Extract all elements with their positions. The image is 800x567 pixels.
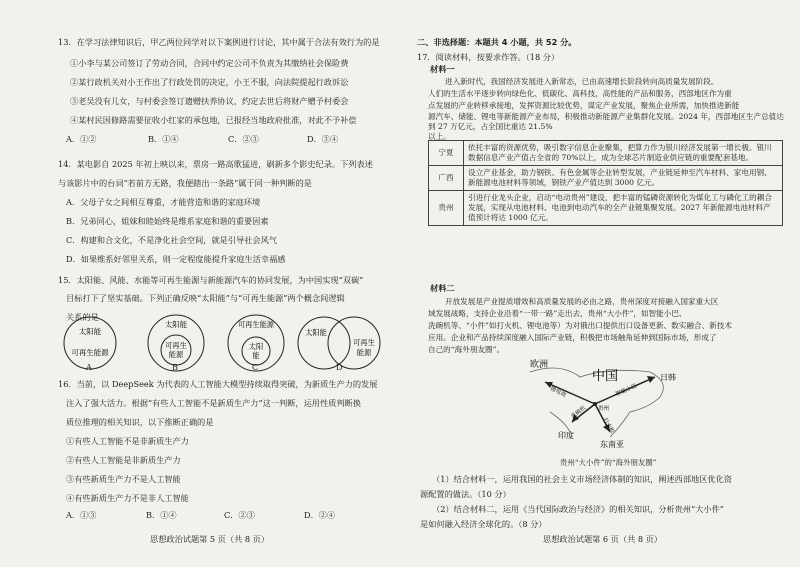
venn-c-text2: 太阳	[248, 342, 264, 351]
m1-line2: 人们的生活水平逐步转向绿色化、低碳化、高科技，高性能的产品和服务，西部地区作为重	[428, 89, 732, 98]
map-guizhou: 贵州	[598, 406, 610, 412]
venn-a-text1: 太阳能	[78, 327, 102, 336]
q13-item-2: ②某行政机关对小王作出了行政处罚的决定，小王不服，向法院提起行政诉讼	[70, 77, 349, 87]
map-india: 印度	[558, 431, 574, 440]
q16-item-2: ②有些人工智能是非新质生产力	[66, 455, 181, 465]
m2-line5: 自己的“海外朋友圈”。	[428, 345, 505, 354]
map-route-lighter: 打火机	[601, 417, 615, 435]
map-route-dishwasher: 洗碗机	[570, 405, 588, 421]
region-desc-cell: 设立产业基金，助力钢铁、有色金属等企业转型发展，产业链延伸至汽车材料、家电用钢、新能源电池材料等领域，钢铁产业产值达到 3000 亿元。	[464, 166, 783, 191]
q15-venn-diagrams	[58, 305, 398, 377]
venn-c-text3: 能	[252, 351, 260, 360]
region-desc-cell: 依托丰富的资源优势，吸引数字信息企业聚集，把算力作为银川经济发展第一增长极。银川数据信息产业产值占全省的 70%以上，成为全球芯片制造业供应链的重要配套基地。	[464, 141, 783, 166]
m1-line4: 源汽车、储能、锂电等新能源产业布局，积极推动新能源产业集群化发展。2024 年，西部地区生产总值达到 27 万亿元，占全国比重达 21.5%	[428, 112, 784, 131]
q16-option-b: B．①④	[146, 510, 177, 520]
map-china: 中国	[592, 369, 619, 384]
map-europe: 欧洲	[530, 360, 549, 370]
q13-item-1: ①小李与某公司签订了劳动合同，合同中约定公司不负责为其缴纳社会保险费	[70, 58, 349, 68]
m1-line1: 进入新时代，我国经济发展进入新常态，已由高速增长阶段转向高质量发展阶段。	[445, 77, 719, 86]
q16-stem-line2: 注入了强大活力。根据“有些人工智能不是新质生产力”这一判断，运用性质判断换	[66, 398, 361, 408]
venn-d-text3: 能源	[356, 348, 372, 357]
sub-question-1-cont: 源配置的做法。（10 分）	[420, 489, 511, 499]
q17-head: 17．阅读材料，按要求作答。（18 分）	[417, 52, 560, 62]
region-cell: 贵州	[429, 191, 464, 226]
q15-stem-line2: 目标打下了坚实基础。下列正确反映“太阳能”与“可再生能源”两个概念间逻辑	[66, 293, 345, 303]
material-one-title: 材料一	[430, 64, 455, 74]
q14-option-c: C．构建和合文化，不是净化社会空间，就是引导社会风气	[66, 235, 277, 245]
map-japan-korea: 日韩	[660, 373, 676, 382]
venn-b-text1: 太阳能	[164, 320, 188, 329]
q14-option-a: A．父母子女之间相互尊重，才能营造和谐的家庭环境	[66, 197, 261, 207]
regions-table	[428, 140, 783, 226]
q14-stem-line2: 与该影片中的台词“若前方无路，我便踏出一条路”属于同一种判断的是	[58, 178, 312, 188]
sub-question-2-cont: 是如何融入经济全球化的。（8 分）	[420, 519, 547, 529]
m2-line2: 域发展战略，支持企业沿着“一带一路”走出去，贵州“大小件”，如智能小巴、	[428, 309, 687, 318]
venn-label-b: B	[172, 362, 179, 372]
table-row	[429, 141, 783, 166]
venn-b-text3: 能源	[168, 350, 184, 359]
region-cell: 广西	[429, 166, 464, 191]
venn-label-d: D	[336, 362, 343, 372]
overseas-friends-map	[500, 352, 700, 452]
venn-label-c: C	[252, 362, 259, 372]
q13-item-4: ④某村民因修路需要征收小红家的承包地，已报经当地政府批准，对此不予补偿	[70, 115, 357, 125]
venn-d-text1: 太阳能	[305, 328, 327, 337]
map-route-minibus: 智能小巴	[615, 383, 638, 398]
m2-line4: 应用。企业和产品持续深度融入国际产业链，积极把市场触角延伸到国际市场，形成了	[428, 333, 717, 342]
q16-item-1: ①有些人工智能不是非新质生产力	[66, 436, 189, 446]
q16-stem-line1: 16．当前，以 DeepSeek 为代表的人工智能大模型持续取得突破，为新质生产力的发展	[58, 379, 378, 389]
q16-option-a: A．①③	[66, 510, 97, 520]
m1-line5: 以上。	[428, 132, 451, 141]
q15-stem-line3: 关系的是	[66, 312, 99, 322]
q14-option-b: B．兄弟同心，姐妹和睦始终是维系家庭和谐的重要因素	[66, 216, 269, 226]
venn-label-a: A	[86, 362, 92, 372]
map-caption: 贵州“大小件”的“海外朋友圈”	[560, 458, 657, 467]
q16-stem-line3: 质位推理的相关知识，以下推断正确的是	[66, 417, 214, 427]
venn-a-text2: 可再生能源	[71, 348, 109, 357]
sub-question-1: （1）结合材料一，运用我国的社会主义市场经济体制的知识，阐述西部地区优化资	[432, 474, 732, 484]
map-route-lithium: 锂电池	[549, 386, 567, 399]
q16-item-4: ④有些新质生产力不是非人工智能	[66, 493, 189, 503]
region-cell: 宁夏	[429, 141, 464, 166]
material-two-title: 材料二	[430, 283, 455, 293]
q16-option-d: D．②④	[304, 510, 336, 520]
left-page-footer: 思想政治试题第 5 页（共 8 页）	[150, 534, 270, 544]
region-desc-cell: 引进行业龙头企业，启动“电动贵州”建设，把丰富的锰磷资源转化为煤化工与磷化工的耦合发展，实现从电池材料、电池到电动汽车的全产业链集聚发展。2027 年新能源电池材料产值预计将达 1000 亿元。	[464, 191, 783, 226]
venn-d-text2: 可再生	[353, 338, 375, 347]
right-page-footer: 思想政治试题第 6 页（共 8 页）	[543, 534, 663, 544]
table-row	[429, 166, 783, 191]
q13-option-c: C．②③	[228, 134, 259, 144]
q14-option-d: D．如果维系好邻里关系，则一定程度能提升家庭生活幸福感	[66, 254, 286, 264]
q14-stem-line1: 14．某电影自 2025 年初上映以来，票房一路高歌猛进，刷新多个影史纪录。下列表述	[58, 159, 373, 169]
q13-stem: 13．在学习法律知识后，甲乙两位同学对以下案例进行讨论，其中属于合法有效行为的是	[58, 37, 380, 47]
q13-option-a: A．①②	[66, 134, 97, 144]
table-row	[429, 191, 783, 226]
sub-question-2: （2）结合材料二，运用《当代国际政治与经济》的相关知识，分析贵州“大小件”	[432, 504, 724, 514]
q13-option-d: D．③④	[307, 134, 339, 144]
m2-line3: 洗碗机等、“小件”如打火机、锂电池等）为对俄出口提供出口设备更新、数实融合、新技术	[428, 321, 732, 330]
q15-stem-line1: 15．太阳能、风能、水能等可再生能源与新能源汽车的协同发展，为中国实现“双碳”	[58, 275, 364, 285]
venn-c-text1: 可再生能源	[238, 320, 274, 329]
m1-line3: 点发展的产业转移承接地，发挥资源比较优势，谋定产业发展，聚焦企业所需，加快推进新能	[428, 101, 740, 110]
q16-option-c: C．②③	[224, 510, 255, 520]
q13-option-b: B．①④	[148, 134, 179, 144]
q13-item-3: ③老吴没有儿女，与村委会签订遗赠扶养协议，约定去世后将财产赠予村委会	[70, 96, 349, 106]
section-heading: 二、非选择题：本题共 4 小题，共 52 分。	[417, 37, 577, 47]
map-southeast-asia: 东南亚	[600, 440, 624, 449]
q16-item-3: ③有些新质生产力不是人工智能	[66, 474, 181, 484]
m2-line1: 开放发展是产业提质增效和高质量发展的必由之路，贵州深度对接融入国家重大区	[445, 297, 719, 306]
venn-b-text2: 可再生	[165, 341, 187, 350]
